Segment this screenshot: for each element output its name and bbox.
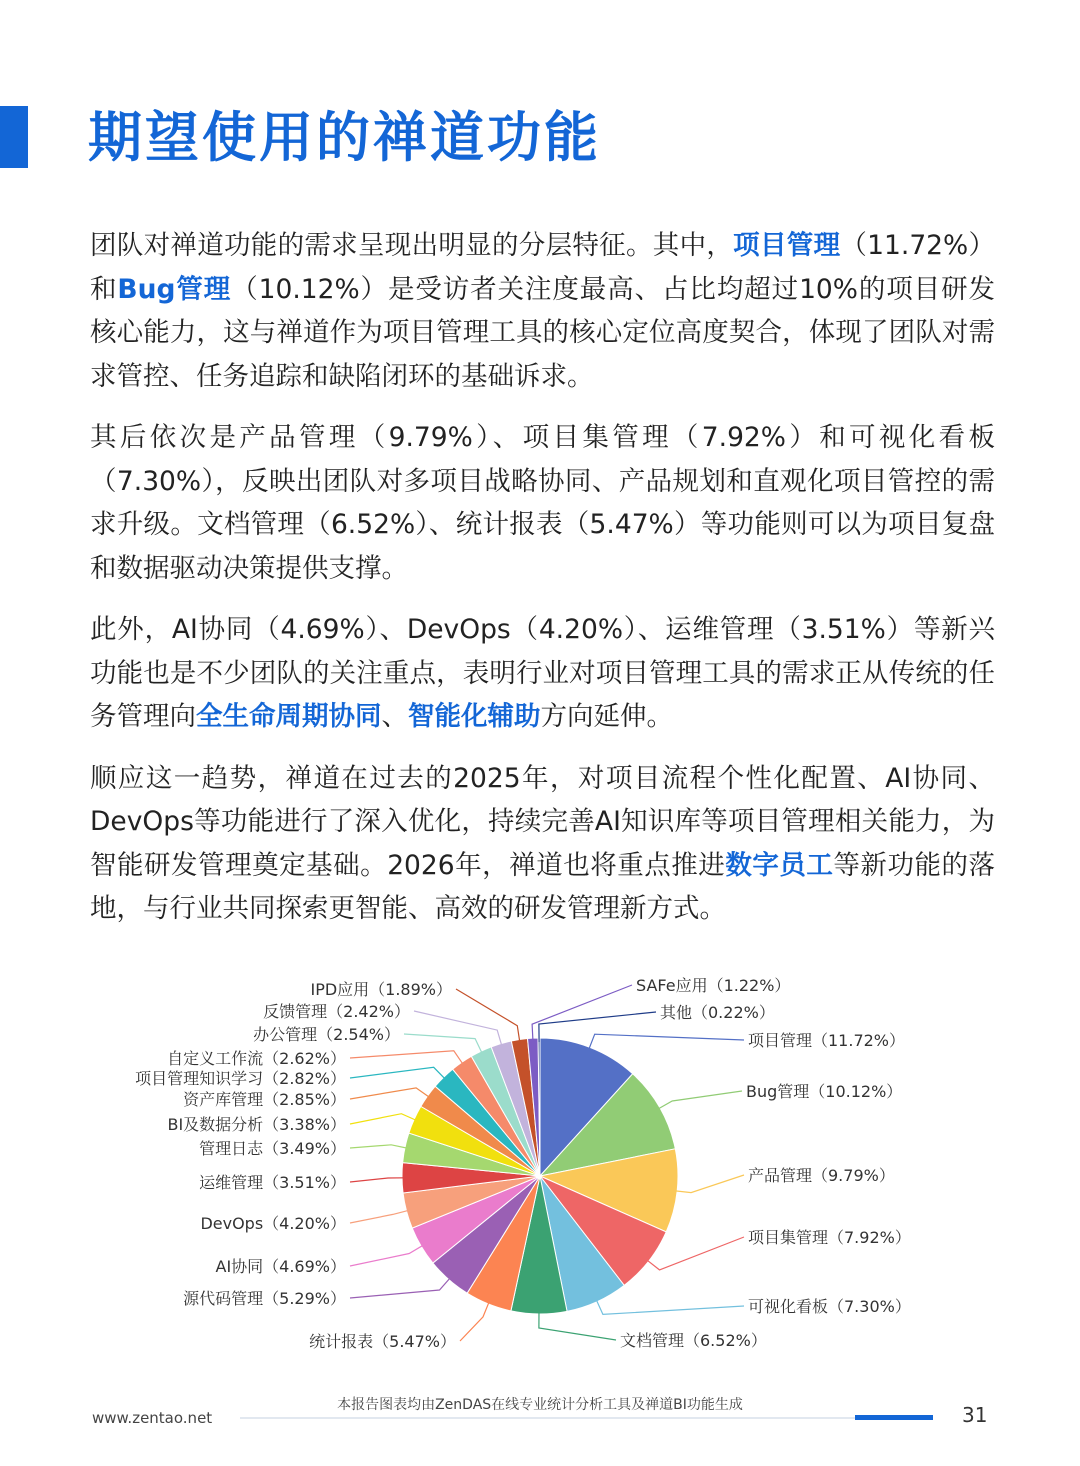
pie-label-12: BI及数据分析（3.38%） [167,1115,346,1134]
pie-label-3: 项目集管理（7.92%） [748,1228,911,1247]
feature-pie-chart [0,960,1080,1380]
p1-highlight-project: 项目管理 [733,230,841,261]
page-title: 期望使用的禅道功能 [88,106,601,169]
pie-label-11: 管理日志（3.49%） [199,1139,346,1158]
pie-label-4: 可视化看板（7.30%） [748,1297,911,1316]
p3-text-a: 此外，AI协同（4.69%）、DevOps（4.20%）、运维管理（3.51%）等新兴功能也是不少团队的关注重点，表明行业对项目管理工具的需求正从传统的任务管理向 [90,614,995,732]
leader-line-1 [657,1091,743,1110]
pie-label-13: 资产库管理（2.85%） [183,1090,346,1109]
p1-text-e: （10.12%）是受访者关注度最高、占比均超过10%的项目研发核心能力，这与禅道作为项目管理工具的核心定位高度契合，体现了团队对需求管控、任务追踪和缺陷闭环的基础诉求。 [90,273,996,392]
leader-line-11 [350,1145,409,1149]
pie-label-2: 产品管理（9.79%） [748,1166,895,1185]
footer-accent-line [855,1415,933,1420]
p3-highlight-lifecycle: 全生命周期协同 [196,701,382,732]
leader-line-10 [350,1178,406,1182]
leader-line-12 [350,1114,418,1124]
pie-label-16: 办公管理（2.54%） [253,1025,400,1044]
leader-line-6 [460,1300,490,1341]
paragraph-1 [90,224,995,398]
leader-line-13 [350,1088,431,1099]
leader-line-0 [588,1034,744,1051]
leader-line-18 [456,989,520,1044]
pie-label-10: 运维管理（3.51%） [199,1173,346,1192]
leader-line-4 [596,1298,745,1314]
pie-label-1: Bug管理（10.12%） [746,1082,903,1101]
leader-line-7 [350,1277,451,1299]
leader-line-19 [532,985,632,1042]
pie-label-19: SAFe应用（1.22%） [636,976,791,995]
footer-divider [240,1417,855,1419]
paragraph-4 [90,757,995,931]
paragraph-2: 其后依次是产品管理（9.79%）、项目集管理（7.92%）和可视化看板（7.30%），反映出团队对多项目战略协同、产品规划和直观化项目管控的需求升级。文档管理（6.52%）、统计报表（5.47%）等功能则可以为项目复盘和数据驱动决策提供支撑。 [90,422,995,584]
leader-line-2 [673,1175,744,1193]
paragraph-3 [90,608,995,739]
p1-highlight-bug: Bug管理 [117,273,232,305]
pie-label-0: 项目管理（11.72%） [748,1031,906,1050]
pie-label-9: DevOps（4.20%） [200,1214,346,1233]
title-accent-bar [0,106,28,168]
leader-line-17 [414,1011,502,1047]
pie-label-15: 自定义工作流（2.62%） [167,1049,346,1068]
p4-text-c: 等新功能的落地，与行业共同探索更智能、高效的研发管理新方式。 [90,849,995,924]
pie-label-6: 统计报表（5.47%） [309,1332,456,1351]
p3-text-c: 、 [381,701,408,732]
p1-text-a: 团队对禅道功能的需求呈现出明显的分层特征。其中， [90,230,734,261]
pie-label-8: AI协同（4.69%） [215,1257,346,1276]
footer-note: 本报告图表均由ZenDAS在线专业统计分析工具及禅道BI功能生成 [337,1397,743,1413]
p4-text-a: 顺应这一趋势，禅道在过去的2025年，对项目流程个性化配置、AI协同、DevOps等功能进行了深入优化，持续完善AI知识库等项目管理相关能力，为智能研发管理奠定基础。2026年，禅道也将重点推进 [90,762,995,881]
leader-line-9 [350,1210,410,1223]
leader-line-15 [350,1051,464,1066]
leader-line-20 [539,1012,656,1042]
pie-label-17: 反馈管理（2.42%） [263,1002,410,1021]
p4-highlight-digital-employee: 数字员工 [725,849,834,881]
pie-label-20: 其他（0.22%） [660,1003,775,1022]
footer-url[interactable]: www.zentao.net [92,1409,213,1427]
pie-label-7: 源代码管理（5.29%） [183,1289,346,1308]
body-text [90,224,995,949]
p1-text-c: （11.72%）和 [90,230,996,305]
leader-line-8 [350,1244,425,1266]
pie-label-14: 项目管理知识学习（2.82%） [135,1069,346,1088]
p3-text-e: 方向延伸。 [540,701,673,732]
pie-label-5: 文档管理（6.52%） [620,1331,767,1350]
pie-label-18: IPD应用（1.89%） [310,980,452,999]
p3-highlight-intelligent: 智能化辅助 [408,701,541,732]
leader-line-14 [350,1067,446,1080]
page-number: 31 [962,1403,988,1427]
